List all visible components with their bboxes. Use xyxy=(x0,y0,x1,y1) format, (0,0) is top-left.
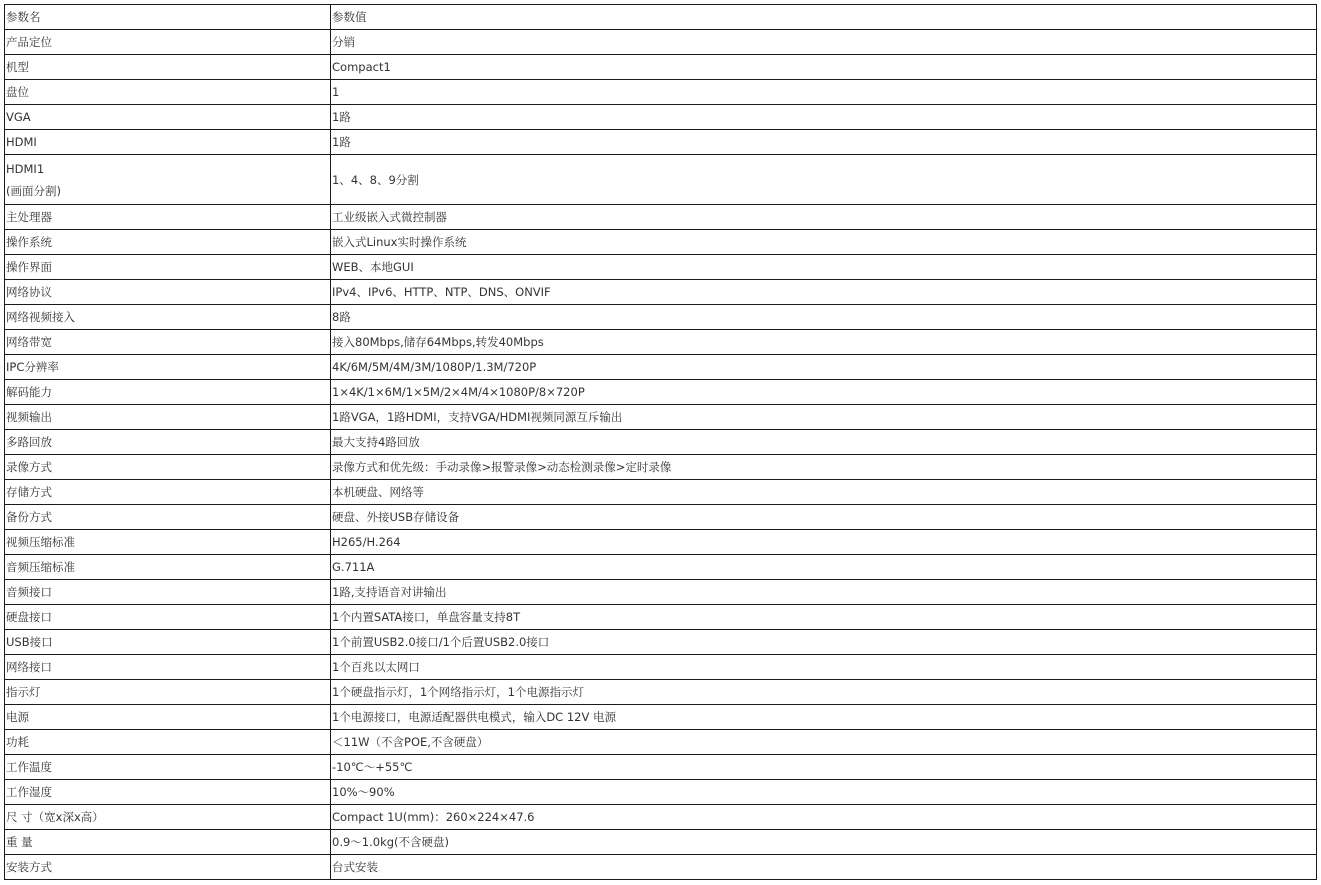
table-row xyxy=(5,730,1317,755)
param-value-cell: 0.9～1.0kg(不含硬盘) xyxy=(331,830,1317,855)
spec-table-body xyxy=(5,5,1317,880)
table-row xyxy=(5,105,1317,130)
param-name-cell: 视频压缩标准 xyxy=(5,530,331,555)
param-value-cell: 1个内置SATA接口，单盘容量支持8T xyxy=(331,605,1317,630)
table-row xyxy=(5,805,1317,830)
table-row xyxy=(5,630,1317,655)
param-name-line-2: (画面分割) xyxy=(6,183,61,198)
param-name-cell: 存储方式 xyxy=(5,480,331,505)
table-row xyxy=(5,80,1317,105)
param-name-cell: 指示灯 xyxy=(5,680,331,705)
param-value-cell: 分销 xyxy=(331,30,1317,55)
param-value-cell: Compact 1U(mm)：260×224×47.6 xyxy=(331,805,1317,830)
header-value-cell: 参数值 xyxy=(331,5,1317,30)
table-row xyxy=(5,705,1317,730)
param-value-cell: ＜11W（不含POE,不含硬盘） xyxy=(331,730,1317,755)
param-name-cell: 录像方式 xyxy=(5,455,331,480)
param-value-cell: 1×4K/1×6M/1×5M/2×4M/4×1080P/8×720P xyxy=(331,380,1317,405)
table-row xyxy=(5,555,1317,580)
param-name-cell: 网络接口 xyxy=(5,655,331,680)
param-name-cell: 硬盘接口 xyxy=(5,605,331,630)
param-name-cell: 机型 xyxy=(5,55,331,80)
param-name-cell: 工作温度 xyxy=(5,755,331,780)
table-row xyxy=(5,830,1317,855)
param-value-cell: 1路 xyxy=(331,130,1317,155)
param-value-cell: 工业级嵌入式微控制器 xyxy=(331,205,1317,230)
param-value-cell: WEB、本地GUI xyxy=(331,255,1317,280)
table-row xyxy=(5,55,1317,80)
param-value-cell: 1个电源接口，电源适配器供电模式，输入DC 12V 电源 xyxy=(331,705,1317,730)
param-value-cell: IPv4、IPv6、HTTP、NTP、DNS、ONVIF xyxy=(331,280,1317,305)
param-name-cell: 主处理器 xyxy=(5,205,331,230)
param-value-cell: 1路,支持语音对讲输出 xyxy=(331,580,1317,605)
param-value-cell: 1 xyxy=(331,80,1317,105)
param-value-cell: -10℃～+55℃ xyxy=(331,755,1317,780)
param-value-cell: 1个前置USB2.0接口/1个后置USB2.0接口 xyxy=(331,630,1317,655)
param-name-cell: USB接口 xyxy=(5,630,331,655)
param-value-cell: H265/H.264 xyxy=(331,530,1317,555)
param-value-cell: 10%～90% xyxy=(331,780,1317,805)
param-value-cell: Compact1 xyxy=(331,55,1317,80)
param-name-cell: 操作系统 xyxy=(5,230,331,255)
param-name-cell: 音频接口 xyxy=(5,580,331,605)
table-row xyxy=(5,605,1317,630)
param-value-cell: 4K/6M/5M/4M/3M/1080P/1.3M/720P xyxy=(331,355,1317,380)
param-name-cell: IPC分辨率 xyxy=(5,355,331,380)
param-value-cell: 硬盘、外接USB存储设备 xyxy=(331,505,1317,530)
table-row xyxy=(5,680,1317,705)
param-name-cell: 重 量 xyxy=(5,830,331,855)
table-row xyxy=(5,780,1317,805)
table-row xyxy=(5,455,1317,480)
table-row xyxy=(5,305,1317,330)
param-value-cell: 1个百兆以太网口 xyxy=(331,655,1317,680)
table-row xyxy=(5,205,1317,230)
table-row xyxy=(5,755,1317,780)
param-value-cell: 嵌入式Linux实时操作系统 xyxy=(331,230,1317,255)
table-row xyxy=(5,230,1317,255)
param-name-cell: 盘位 xyxy=(5,80,331,105)
table-row xyxy=(5,405,1317,430)
param-value-cell: G.711A xyxy=(331,555,1317,580)
param-name-cell: VGA xyxy=(5,105,331,130)
param-name-cell: 视频输出 xyxy=(5,405,331,430)
header-name-cell: 参数名 xyxy=(5,5,331,30)
table-row xyxy=(5,130,1317,155)
param-value-cell: 1、4、8、9分割 xyxy=(331,155,1317,205)
table-row xyxy=(5,505,1317,530)
table-row xyxy=(5,580,1317,605)
param-name-cell: 操作界面 xyxy=(5,255,331,280)
param-value-cell: 本机硬盘、网络等 xyxy=(331,480,1317,505)
param-name-cell: 安装方式 xyxy=(5,855,331,880)
param-name-cell: 产品定位 xyxy=(5,30,331,55)
table-row xyxy=(5,330,1317,355)
table-row xyxy=(5,530,1317,555)
spec-table xyxy=(4,4,1317,880)
param-name-cell: 网络带宽 xyxy=(5,330,331,355)
param-name-cell: 电源 xyxy=(5,705,331,730)
param-value-cell: 最大支持4路回放 xyxy=(331,430,1317,455)
table-row xyxy=(5,480,1317,505)
table-header-row xyxy=(5,5,1317,30)
table-row xyxy=(5,280,1317,305)
param-name-cell: 网络协议 xyxy=(5,280,331,305)
param-name-cell: 解码能力 xyxy=(5,380,331,405)
table-row xyxy=(5,355,1317,380)
param-value-cell: 1路 xyxy=(331,105,1317,130)
table-row xyxy=(5,855,1317,880)
table-row xyxy=(5,30,1317,55)
param-value-cell: 接入80Mbps,储存64Mbps,转发40Mbps xyxy=(331,330,1317,355)
table-row xyxy=(5,655,1317,680)
table-row xyxy=(5,155,1317,205)
param-name-line: HDMI1 xyxy=(6,161,45,176)
param-name-cell: 网络视频接入 xyxy=(5,305,331,330)
param-name-cell: 功耗 xyxy=(5,730,331,755)
param-name-cell: HDMI xyxy=(5,130,331,155)
param-value-cell: 8路 xyxy=(331,305,1317,330)
param-name-cell: 工作湿度 xyxy=(5,780,331,805)
param-name-cell: 尺 寸（宽x深x高） xyxy=(5,805,331,830)
param-value-cell: 1路VGA，1路HDMI，支持VGA/HDMI视频同源互斥输出 xyxy=(331,405,1317,430)
table-row xyxy=(5,380,1317,405)
param-name-cell xyxy=(5,155,331,205)
table-row xyxy=(5,255,1317,280)
param-name-cell: 备份方式 xyxy=(5,505,331,530)
param-value-cell: 1个硬盘指示灯，1个网络指示灯，1个电源指示灯 xyxy=(331,680,1317,705)
param-value-cell: 台式安装 xyxy=(331,855,1317,880)
param-value-cell: 录像方式和优先级：手动录像>报警录像>动态检测录像>定时录像 xyxy=(331,455,1317,480)
param-name-cell: 多路回放 xyxy=(5,430,331,455)
table-row xyxy=(5,430,1317,455)
param-name-cell: 音频压缩标准 xyxy=(5,555,331,580)
